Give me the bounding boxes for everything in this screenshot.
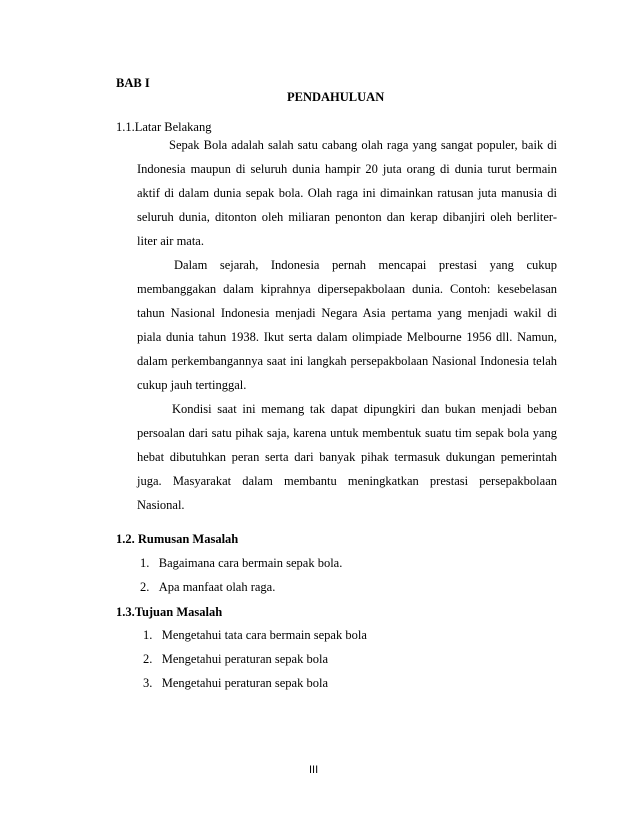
paragraph-2-line: cukup jauh tertinggal. [137, 378, 247, 392]
paragraph-3-line: hebat dibutuhkan peran serta dari banyak pihak termasuk dukungan pemerintah [137, 450, 557, 464]
paragraph-1-line: Indonesia maupun di seluruh dunia hampir 20 juta orang di dunia turut bermain [137, 162, 557, 176]
list-item-text: Mengetahui tata cara bermain sepak bola [161, 628, 367, 642]
list-item [140, 556, 342, 571]
paragraph-1-line: aktif di dalam dunia sepak bola. Olah raga ini dimainkan ratusan juta manusia di [137, 186, 557, 200]
paragraph-1-line: liter air mata. [137, 234, 204, 248]
list-item [143, 652, 328, 667]
section-heading-latar-belakang: 1.1.Latar Belakang [116, 120, 212, 134]
paragraph-1-line: Sepak Bola adalah salah satu cabang olah raga yang sangat populer, baik di [169, 138, 557, 152]
section-heading-tujuan-masalah: 1.3.Tujuan Masalah [116, 605, 223, 619]
paragraph-2-line: Dalam sejarah, Indonesia pernah mencapai prestasi yang cukup [174, 258, 557, 272]
list-item-number: 1. [143, 628, 153, 642]
page-number: III [309, 764, 319, 776]
paragraph-3-line: Kondisi saat ini memang tak dapat dipungkiri dan bukan menjadi beban [172, 402, 557, 416]
paragraph-3-line: juga. Masyarakat dalam membantu meningkatkan prestasi persepakbolaan [137, 474, 557, 488]
paragraph-2-line: membanggakan dalam kiprahnya dipersepakbolaan dunia. Contoh: kesebelasan [137, 282, 557, 296]
list-item-number: 2. [143, 652, 153, 666]
list-item-text: Apa manfaat olah raga. [158, 580, 276, 594]
list-item-text: Bagaimana cara bermain sepak bola. [158, 556, 343, 570]
chapter-title: PENDAHULUAN [287, 90, 385, 104]
paragraph-2-line: tahun Nasional Indonesia menjadi Negara Asia pertama yang menjadi wakil di [137, 306, 557, 320]
list-item [143, 628, 367, 643]
list-item-number: 3. [143, 676, 153, 690]
list-item-text: Mengetahui peraturan sepak bola [161, 676, 329, 690]
paragraph-3-line: persoalan dari satu pihak saja, karena untuk membentuk suatu tim sepak bola yang [137, 426, 557, 440]
list-item [143, 676, 328, 691]
section-heading-rumusan-masalah: 1.2. Rumusan Masalah [116, 532, 239, 546]
paragraph-2-line: dalam perkembangannya saat ini langkah persepakbolaan Nasional Indonesia telah [137, 354, 557, 368]
chapter-label: BAB I [116, 76, 150, 90]
list-item [140, 580, 275, 595]
list-item-number: 1. [140, 556, 150, 570]
list-item-text: Mengetahui peraturan sepak bola [161, 652, 329, 666]
paragraph-2-line: piala dunia tahun 1938. Ikut serta dalam olimpiade Melbourne 1956 dll. Namun, [137, 330, 557, 344]
list-item-number: 2. [140, 580, 150, 594]
paragraph-3-line: Nasional. [137, 498, 185, 512]
paragraph-1-line: seluruh dunia, ditonton oleh miliaran penonton dan kerap dibanjiri oleh berliter- [137, 210, 557, 224]
